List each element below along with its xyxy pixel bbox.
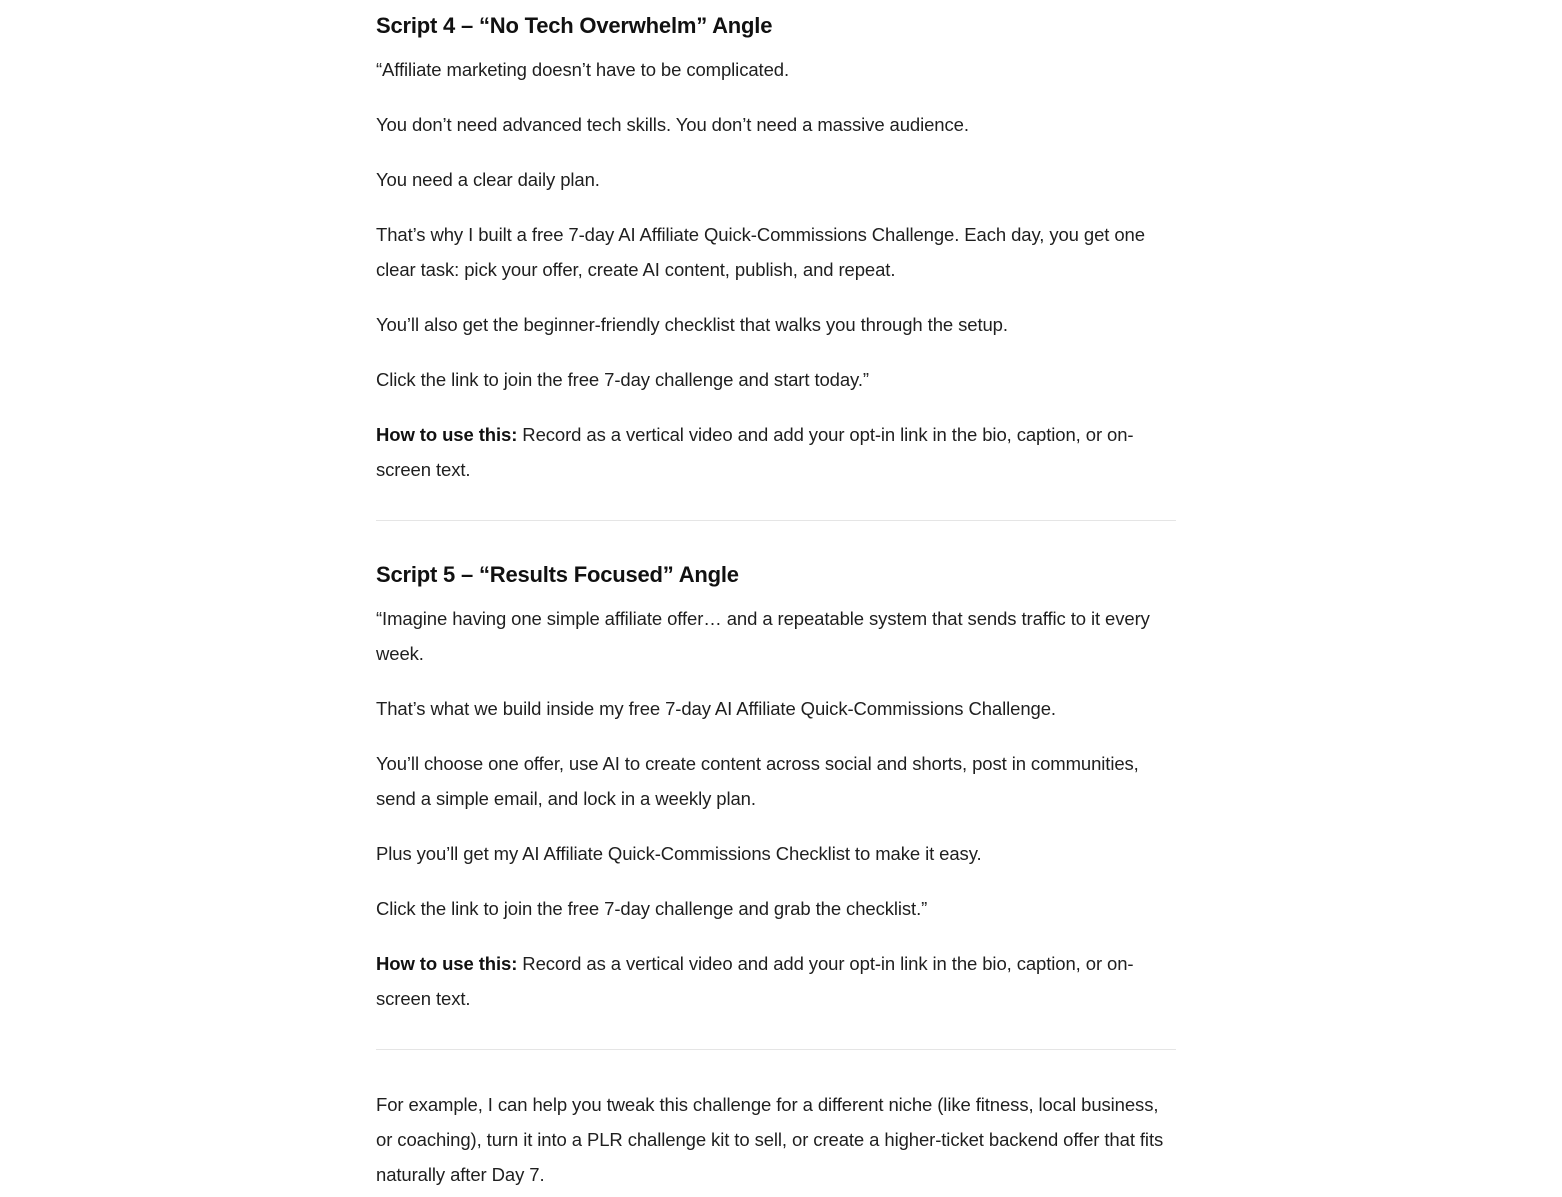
script-4-heading: Script 4 – “No Tech Overwhelm” Angle — [376, 13, 773, 38]
howto-text: Record as a vertical video and add your opt-in link in the bio, caption, or on-screen text. — [376, 424, 1134, 480]
script-5-paragraph: That’s what we build inside my free 7-day AI Affiliate Quick-Commissions Challenge. — [376, 698, 1056, 719]
script-4-paragraph: You don’t need advanced tech skills. You don’t need a massive audience. — [376, 114, 969, 135]
howto-label: How to use this: — [376, 424, 518, 445]
script-4-paragraph: You’ll also get the beginner-friendly checklist that walks you through the setup. — [376, 314, 1008, 335]
script-4-paragraph: Click the link to join the free 7-day challenge and start today.” — [376, 369, 869, 390]
howto-text: Record as a vertical video and add your opt-in link in the bio, caption, or on-screen text. — [376, 953, 1134, 1009]
script-4-paragraph: That’s why I built a free 7-day AI Affiliate Quick-Commissions Challenge. Each day, you get one clear task: pick your offer, create AI content, publish, and repeat. — [376, 224, 1145, 280]
script-4-howto — [376, 417, 1176, 487]
script-5-howto — [376, 946, 1176, 1016]
script-4-paragraph: You need a clear daily plan. — [376, 169, 600, 190]
script-5-paragraph: Plus you’ll get my AI Affiliate Quick-Commissions Checklist to make it easy. — [376, 843, 982, 864]
script-4-paragraph: “Affiliate marketing doesn’t have to be complicated. — [376, 59, 789, 80]
script-5-paragraph: Click the link to join the free 7-day challenge and grab the checklist.” — [376, 898, 928, 919]
howto-label: How to use this: — [376, 953, 518, 974]
script-5-heading: Script 5 – “Results Focused” Angle — [376, 562, 739, 587]
closing-paragraph: For example, I can help you tweak this challenge for a different niche (like fitness, local business, or coaching), turn it into a PLR challenge kit to sell, or create a higher-ticket backend offer that fits naturally after Day 7. — [376, 1094, 1164, 1185]
script-5-paragraph: “Imagine having one simple affiliate offer… and a repeatable system that sends traffic to it every week. — [376, 608, 1150, 664]
script-5-paragraph: You’ll choose one offer, use AI to create content across social and shorts, post in communities, send a simple email, and lock in a weekly plan. — [376, 753, 1139, 809]
document-content — [376, 0, 1176, 1192]
